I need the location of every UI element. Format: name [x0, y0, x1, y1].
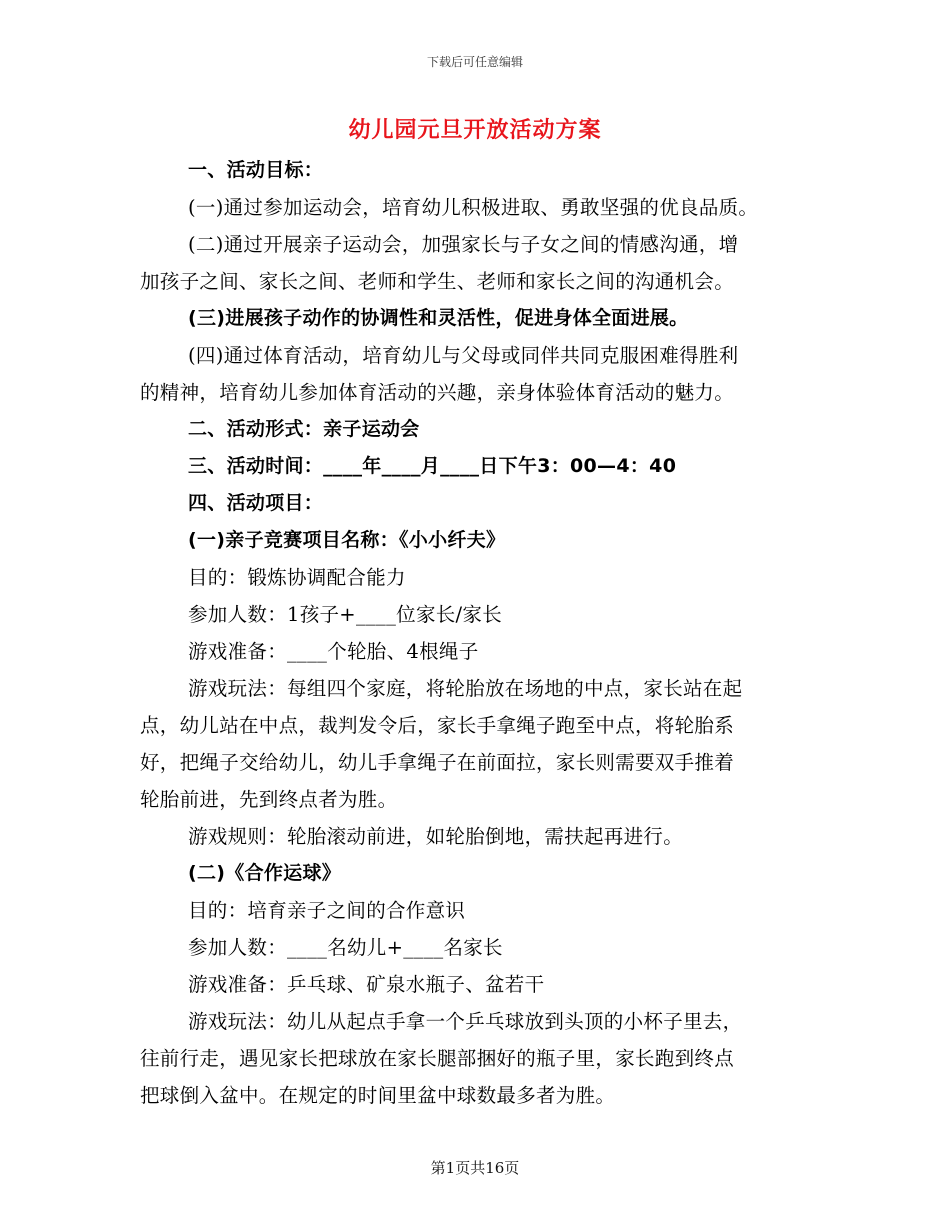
paragraph-line: 好，把绳子交给幼儿，幼儿手拿绳子在前面拉，家长则需要双手推着: [140, 751, 735, 774]
paragraph-line: 轮胎前进，先到终点者为胜。: [140, 788, 398, 811]
paragraph-line: 游戏准备：____个轮胎、4根绳子: [188, 640, 479, 663]
page-header-note: 下载后可任意编辑: [426, 55, 523, 69]
document-title: 幼儿园元旦开放活动方案: [348, 117, 602, 143]
page-number: 第1页共16页: [430, 1159, 520, 1177]
paragraph-line: 加孩子之间、家长之间、老师和学生、老师和家长之间的沟通机会。: [140, 270, 735, 293]
document-body: [140, 152, 805, 1114]
paragraph-line: 的精神，培育幼儿参加体育活动的兴趣，亲身体验体育活动的魅力。: [140, 381, 735, 404]
section-heading: 四、活动项目：: [188, 492, 324, 514]
section-heading: 三、活动时间：____年____月____日下午3：00—4：40: [188, 455, 677, 477]
section-heading: 一、活动目标：: [188, 159, 324, 181]
paragraph-line: 点，幼儿站在中点，裁判发令后，家长手拿绳子跑至中点，将轮胎系: [140, 714, 735, 737]
paragraph-line: 目的：锻炼协调配合能力: [188, 566, 406, 589]
paragraph-line: 参加人数：1孩子+____位家长/家长: [188, 603, 503, 626]
paragraph-line: 游戏玩法：每组四个家庭，将轮胎放在场地的中点，家长站在起: [188, 677, 743, 700]
paragraph-line: 游戏准备：乒乓球、矿泉水瓶子、盆若干: [188, 973, 545, 996]
section-heading: (二)《合作运球》: [188, 862, 342, 884]
paragraph-line: 往前行走，遇见家长把球放在家长腿部捆好的瓶子里，家长跑到终点: [140, 1047, 735, 1070]
paragraph-line: 参加人数：____名幼儿+____名家长: [188, 936, 503, 959]
paragraph-line: 目的：培育亲子之间的合作意识: [188, 899, 466, 922]
paragraph-line: 游戏规则：轮胎滚动前进，如轮胎倒地，需扶起再进行。: [188, 825, 684, 848]
paragraph-line: (一)通过参加运动会，培育幼儿积极进取、勇敢坚强的优良品质。: [188, 196, 759, 219]
section-heading: (三)进展孩子动作的协调性和灵活性，促进身体全面进展。: [188, 307, 689, 329]
paragraph-line: 把球倒入盆中。在规定的时间里盆中球数最多者为胜。: [140, 1084, 616, 1107]
paragraph-line: (四)通过体育活动，培育幼儿与父母或同伴共同克服困难得胜利: [188, 344, 739, 367]
section-heading: (一)亲子竞赛项目名称：《小小纤夫》: [188, 529, 506, 551]
paragraph-line: (二)通过开展亲子运动会，加强家长与子女之间的情感沟通，增: [188, 233, 739, 256]
paragraph-line: 游戏玩法：幼儿从起点手拿一个乒乓球放到头顶的小杯子里去，: [188, 1010, 743, 1033]
section-heading: 二、活动形式：亲子运动会: [188, 418, 420, 440]
